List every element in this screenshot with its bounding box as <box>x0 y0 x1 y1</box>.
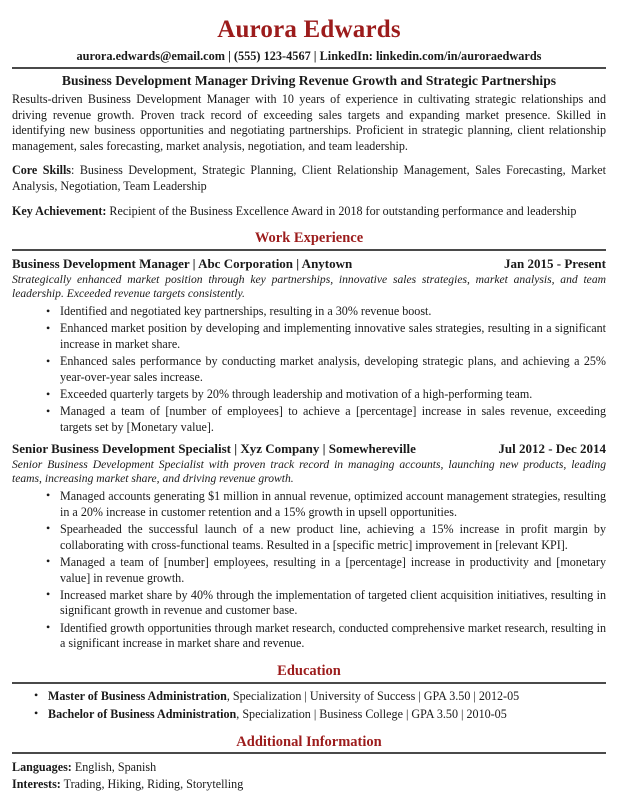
additional-information-block <box>12 759 606 792</box>
job-bullet: • Exceeded quarterly targets by 20% through leadership and motivation of a high-performing team. <box>46 387 606 403</box>
education-item <box>34 689 606 705</box>
languages-row <box>12 759 606 776</box>
summary-paragraph: Results-driven Business Development Manager with 10 years of experience in cultivating strategic relationships and driving revenue growth. Proven track record of exceeding sales targets and expanding market presence. Skilled in identifying new business opportunities and negotiating partnerships. Proficient in strategic planning, client relationship management, sales forecasting, market analysis, negotiation, and team leadership. <box>12 92 606 153</box>
job-bullet-list <box>12 304 606 436</box>
job-title: Business Development Manager | Abc Corporation | Anytown <box>12 256 353 272</box>
education-degree: Master of Business Administration <box>48 688 227 703</box>
section-header-additional-information: Additional Information <box>12 734 606 755</box>
core-skills-label: Core Skills <box>12 163 72 178</box>
section-header-work-experience: Work Experience <box>12 230 606 251</box>
job-bullet: • Spearheaded the successful launch of a new product line, achieving a 15% increase in profit margin by collaborating with cross-functional teams. Resulted in a [specific metric] improvement in [relevant KPI]. <box>46 522 606 553</box>
job-bullet: • Managed a team of [number of employees] to achieve a [percentage] increase in sales revenue, exceeding targets set by [Monetary value]. <box>46 404 606 435</box>
contact-line: aurora.edwards@email.com | (555) 123-4567 | LinkedIn: linkedin.com/in/auroraedwards <box>12 49 606 69</box>
education-degree: Bachelor of Business Administration <box>48 706 237 721</box>
job-summary: Senior Business Development Specialist with proven track record in managing accounts, launching new products, leading teams, increasing market share, and driving revenue growth. <box>12 457 606 486</box>
job-bullet: • Identified growth opportunities through market research, conducted comprehensive market research, resulting in a significant increase in market share and revenue. <box>46 621 606 652</box>
education-item <box>34 707 606 723</box>
education-details: , Specialization | University of Success | GPA 3.50 | 2012-05 <box>226 688 520 703</box>
job-dates: Jan 2015 - Present <box>504 256 606 272</box>
job-bullet: • Managed a team of [number] employees, resulting in a [percentage] increase in productivity and [monetary value] in revenue growth. <box>46 555 606 586</box>
job-bullet: • Identified and negotiated key partnerships, resulting in a 30% revenue boost. <box>46 304 606 320</box>
job-entry <box>12 256 606 436</box>
education-list <box>12 689 606 723</box>
job-bullet-list <box>12 489 606 652</box>
key-achievement-label: Key Achievement: <box>12 203 107 218</box>
candidate-name: Aurora Edwards <box>217 16 401 43</box>
core-skills-row <box>12 163 606 194</box>
job-bullet: • Enhanced market position by developing and implementing innovative sales strategies, resulting in a significant increase in market share. <box>46 321 606 352</box>
job-title: Senior Business Development Specialist | Xyz Company | Somewhereville <box>12 440 416 456</box>
interests-value: Trading, Hiking, Riding, Storytelling <box>60 777 244 792</box>
job-header <box>12 256 606 272</box>
professional-headline: Business Development Manager Driving Revenue Growth and Strategic Partnerships <box>61 73 557 89</box>
interests-row <box>12 776 606 793</box>
job-bullet: • Increased market share by 40% through the implementation of targeted client acquisition initiatives, resulting in significant growth in revenue and customer base. <box>46 588 606 619</box>
core-skills-value: Business Development, Strategic Planning, Client Relationship Management, Sales Forecasting, Market Analysis, Negotiation, Team Leadership <box>12 163 606 194</box>
job-entry <box>12 441 606 652</box>
job-summary: Strategically enhanced market position through key partnerships, innovative sales strategies, market analysis, and team leadership. Exceeded revenue targets consistently. <box>12 272 606 301</box>
key-achievement-row <box>12 204 606 220</box>
section-header-education: Education <box>12 663 606 684</box>
job-bullet: • Enhanced sales performance by conducting market analysis, developing strategic plans, and achieving a 25% year-over-year sales increase. <box>46 354 606 385</box>
interests-label: Interests: <box>12 777 61 792</box>
job-header <box>12 441 606 457</box>
job-dates: Jul 2012 - Dec 2014 <box>498 440 606 456</box>
key-achievement-value: Recipient of the Business Excellence Award in 2018 for outstanding performance and leadership <box>109 203 577 218</box>
education-details: , Specialization | Business College | GPA 3.50 | 2010-05 <box>236 706 507 721</box>
languages-label: Languages: <box>12 760 72 775</box>
core-skills-separator: : <box>71 163 80 178</box>
languages-value: English, Spanish <box>71 760 157 775</box>
job-bullet: • Managed accounts generating $1 million in annual revenue, optimized account management strategies, resulting in a 20% increase in customer retention and a 15% growth in upsell opportunities. <box>46 489 606 520</box>
